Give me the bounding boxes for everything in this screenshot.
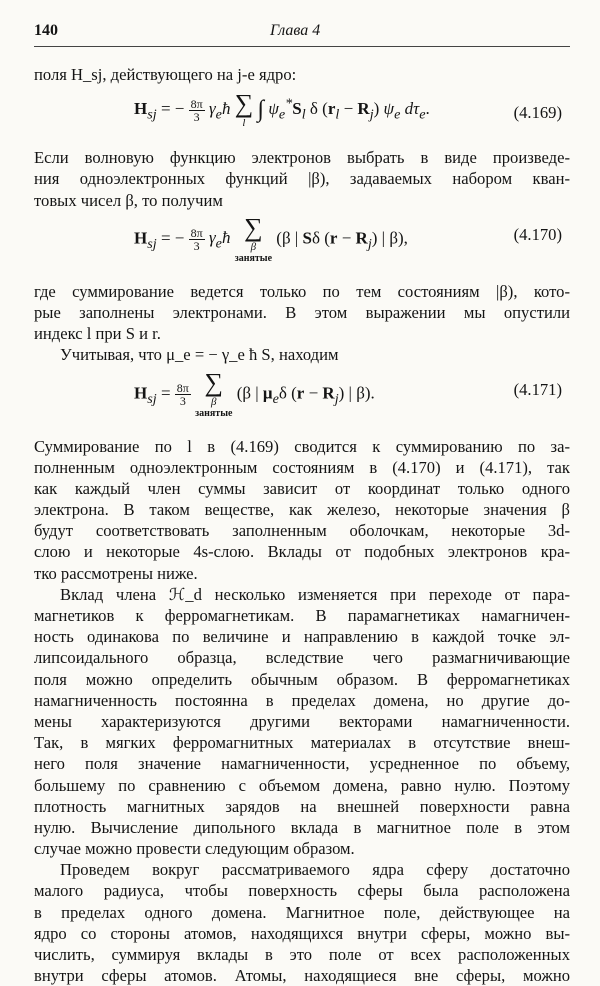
para7-line-2: малого радиуса, чтобы поверхность сферы была расположена: [34, 881, 570, 901]
para2-line-1: Если волновую функцию электронов выбрать в виде произведе-: [34, 148, 570, 168]
para2-line-2: ния одноэлектронных функций |β), задаваемых набором кван-: [34, 169, 570, 189]
para7-line-5: числить, суммируя вклады в это поле от всех расположенных: [34, 945, 570, 964]
para6-line-8: Так, в мягких ферромагнитных материалах в отсутствие внеш-: [34, 733, 570, 753]
para6-line-4: липсоидального образца, вследствие чего размагничивающие: [34, 648, 570, 668]
equation-4-170: [34, 211, 570, 281]
para6-line-1: Вклад члена ℋ_d несколько изменяется при переходе от пара-: [60, 584, 570, 604]
equation-4-169-formula: $H_{sj}$ = − $\frac{8\pi}{3}$ $\gamma_eħ$ ∑ l ∫ $\psi_e^*S_l$ δ $(r_l - R_j)$ $\psi_e$ $d\tau_e$.: [134, 89, 430, 130]
para3-line-2: рые заполнены электронами. В этом выражении мы опустили: [34, 302, 570, 322]
para6-line-13: случае можно провести следующим образом.: [34, 839, 355, 859]
para3-line-3: индекс l при S и r.: [34, 324, 161, 344]
para6-line-10: большему по сравнению с объемом домена, равно нулю. Поэтому: [34, 775, 570, 795]
equation-4-171: [34, 366, 570, 436]
para6-line-5: поля можно определить обычным образом. В ферромагнетиках: [34, 669, 570, 689]
equation-4-169-number: (4.169): [513, 103, 562, 123]
para5-line-3: как каждый член суммы зависит от координат только одного: [34, 478, 570, 498]
para6-line-6: намагниченность постоянна в пределах домена, но другие до-: [34, 690, 570, 710]
para2-line-3: товых чисел β, то получим: [34, 190, 223, 210]
para6-line-12: нулю. Вычисление дипольного вклада в магнитное поле в этом: [34, 817, 570, 837]
equation-4-171-sum-label: занятые: [195, 407, 233, 419]
equation-4-171-number: (4.171): [513, 379, 562, 399]
para5-line-2: полненным одноэлектронным состояниям в (4.170) и (4.171), так: [34, 457, 570, 477]
equation-4-170-formula: $H_{sj}$ = − $\frac{8\pi}{3}$ $\gamma_eħ$ ∑ β занятые (β | Sδ $(r - R_j)$ | β),: [134, 212, 408, 264]
para5-line-1: Суммирование по l в (4.169) сводится к суммированию по за-: [34, 436, 570, 456]
page-number: 140: [34, 22, 58, 39]
para6-line-2: магнетиков к ферромагнетикам. В парамагнетиках намагничен-: [34, 606, 570, 625]
para3-line-1: где суммирование ведется только по тем состояниям |β), кото-: [34, 281, 570, 301]
equation-4-171-formula: $H_{sj}$ = $\frac{8\pi}{3}$ ∑ β занятые (β | $\mu_e\delta$ $(r - R_j)$ | β).: [134, 367, 375, 419]
para7-line-4: ядро со стороны атомов, находящихся внутри сферы, можно вы-: [34, 923, 570, 943]
para6-line-11: плотность магнитных зарядов на внешней поверхности равна: [34, 796, 570, 816]
para5-line-5: будут соответствовать заполненным оболочкам, некоторые 3d-: [34, 521, 570, 541]
para7-line-3: в пределах одного домена. Магнитное поле, действующее на: [34, 902, 570, 922]
chapter-title: Глава 4: [270, 22, 321, 39]
para7-line-1: Проведем вокруг рассматриваемого ядра сферу достаточно: [60, 860, 570, 880]
header-rule: [34, 46, 570, 47]
para1-intro: поля H_sj, действующего на j-е ядро:: [34, 65, 297, 84]
equation-4-170-number: (4.170): [513, 224, 562, 244]
para6-line-9: него поля значение намагниченности, усредненное по объему,: [34, 754, 570, 774]
para7-line-6: внутри сферы атомов. Атомы, находящиеся вне сферы, можно: [34, 966, 570, 986]
equation-4-171-sum-index: β: [211, 395, 217, 408]
para6-line-7: мены характеризуются другими векторами намагниченности.: [34, 711, 570, 731]
para4-intro: Учитывая, что μ_e = − γ_e ħ S, находим: [60, 345, 339, 365]
para5-line-7: тко рассмотрены ниже.: [34, 563, 198, 583]
page-header: [34, 22, 570, 46]
para5-line-6: слою и некоторые 4s-слою. Вклады от подобных электронов кра-: [34, 542, 570, 562]
page-body: [34, 64, 570, 986]
equation-4-170-sum-label: занятые: [234, 252, 273, 264]
para6-line-3: ность одинакова по величине и направлению в каждой точке эл-: [34, 627, 570, 647]
equation-4-170-sum-index: β: [250, 240, 257, 253]
equation-4-169: [34, 85, 570, 147]
para5-line-4: электрона. В таком веществе, как железо, некоторые значения β: [34, 500, 570, 520]
